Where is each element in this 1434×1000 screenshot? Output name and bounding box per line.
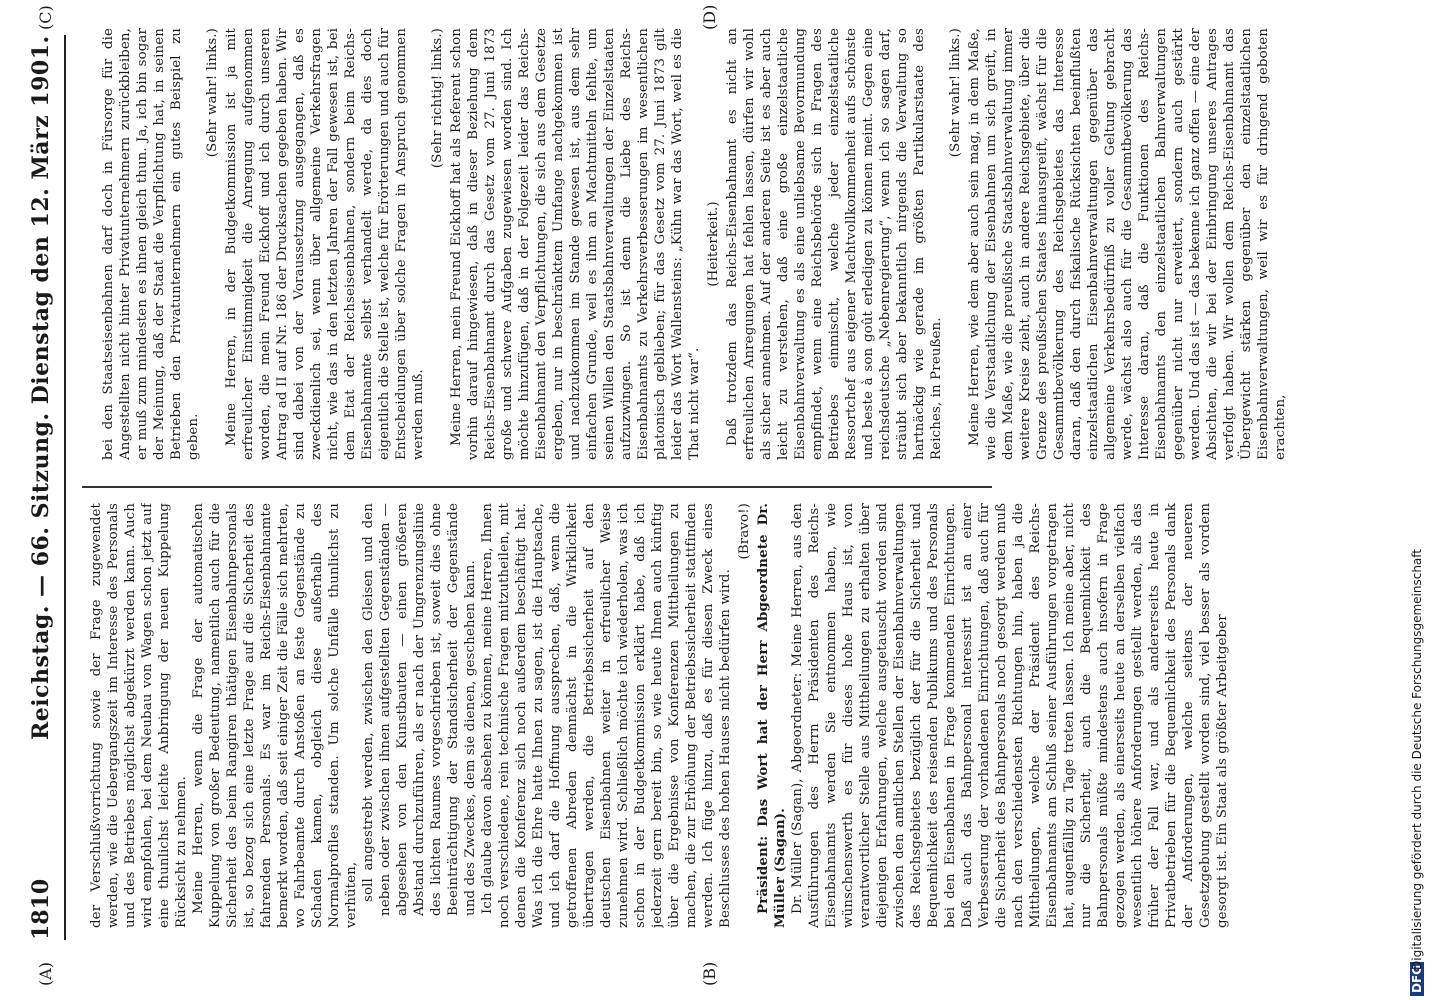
paragraph: Meine Herren, wie dem aber auch sein mag, in dem Maße, wie die Verstaatlichung der Eisenbahnen um sich greift, in dem Maße, wie die preußische Staatsbahnverwaltung immer weitere Kreise zieht, auch in andere Reichsgebiete, über die Grenze des preußischen Staates hinausgreift, wächst für die Gesammtbevölkerung des Reichsgebietes das Interesse daran, daß den durch fiskalische Rücksichten beeinflußten einzelstaatlichen Eisenbahnverwaltungen gegenüber das allgemeine Verkehrsbedürfniß zu voller Geltung gebracht werde, wächst also auch für die Gesammtbevölkerung das Interesse daran, daß die Funktionen des Reichs-Eisenbahnamts den einzelstaatlichen Bahnverwaltungen gegenüber nicht nur erweitert, sondern auch gestärkt werden. Und das ist — das bekenne ich ganz offen — eine der Absichten, die wir bei der Einbringung unseres Antrages verfolgt haben. Wir wollen dem Reichs-Eisenbahnamt das Übergewicht stärken gegenüber den einzelstaatlichen Eisenbahnverwaltungen, weil wir es für dringend geboten erachten, [967,28,1288,460]
margin-marker-a: (A) [36,961,55,986]
interjection: (Sehr richtig! links.) [430,28,445,169]
margin-marker-b: (B) [700,961,719,986]
paragraph: Daß trotzdem das Reichs-Eisenbahnamt es nicht an erfreulichen Anregungen hat fehlen lassen, dürfen wir wohl als sicher annehmen. Auf der anderen Seite ist es aber auch leicht zu verstehen, daß eine große einzelstaatliche Eisenbahnverwaltung es als eine unliebsame Bevormundung empfindet, wenn eine Reichsbehörde sich in Fragen des Betriebes einmischt, welche jeder einzelstaatliche Ressortchef aus eigener Machtvollkommenheit aufs schönste und beste à son goût erledigen zu können meint. Gegen eine reichsdeutsche „Nebenregierung“, wenn ich so sagen darf, sträubt sich aber bekanntlich nirgends die Verwaltung so hartnäckig wie gerade im größten Partikularstaate des Reiches, in Preußen. [725,28,944,460]
footer-text: Digitalisierung gefördert durch die Deutsche Forschungsgemeinschaft [1410,548,1424,970]
margin-marker-d: (D) [700,4,719,30]
page-number: 1810 [28,878,54,940]
digitization-footer [1410,0,1428,1000]
column-divider [82,486,992,488]
paragraph: Meine Herren, in der Budgetkommission ist ja mit erfreulicher Einstimmigkeit die Anregung aufgenommen worden, die mein Freund Eickhoff und ich durch unseren Antrag ad II auf Nr. 186 der Drucksachen gegeben haben. Wir sind dabei von der Voraussetzung ausgegangen, daß es zweckdienlich sei, wenn über allgemeine Verkehrsfragen nicht, wie das in den letzten Jahren der Fall gewesen ist, bei dem Etat der Reichseisenbahnen, sondern beim Reichs-Eisenbahnamte selbst verhandelt werde, da dies doch eigentlich die Stelle ist, welche für Erörterungen und auch für Entscheidungen über solche Fragen in Anspruch genommen werden muß. [224,28,426,460]
speaker-intro: Präsident: Das Wort hat der Herr Abgeordnete Dr. Müller (Sagan). [755,503,788,928]
paragraph: Meine Herren, mein Freund Eickhoff hat als Referent schon vorhin darauf hingewiesen, daß in dieser Beziehung dem Reichs-Eisenbahnamt durch das Gesetz vom 27. Juni 1873 große und schwere Aufgaben zugewiesen worden sind. Ich möchte hinzufügen, daß in der Folgezeit leider das Reichs-Eisenbahnamt den Verpflichtungen, die sich aus dem Gesetze ergeben, nur in beschränktem Umfange nachgekommen ist und nachzukommen im Stande gewesen ist, aus dem sehr einfachen Grunde, weil es ihm an Machtmitteln fehlte, um seinen Willen den Staatsbahnverwaltungen der Einzelstaaten aufzuzwingen. So ist denn die Liebe des Reichs-Eisenbahnamts zu Verkehrsverbesserungen im wesentlichen platonisch geblieben; für das Gesetz vom 27. Juni 1873 gilt leider das Wort Wallensteins: „Kühn war das Wort, weil es die That nicht war“. [449,28,702,460]
dfg-logo: DFG [1410,962,1424,996]
interjection: (Sehr wahr! links.) [948,28,963,158]
paragraph: Ich glaube davon absehen zu können, meine Herren, Ihnen noch verschiedene, rein technische Fragen mitzutheilen, mit denen die Konferenz sich noch außerdem beschäftigt hat. Was ich die Ehre hatte Ihnen zu sagen, ist die Hauptsache, und ich darf die Hoffnung aussprechen, daß, wenn die getroffenen Abreden demnächst in die Wirklichkeit übertragen werden, die Betriebssicherheit auf den deutschen Eisenbahnen weiter in erfreulicher Weise zunehmen wird. Schließlich möchte ich wiederholen, was ich schon in der Budgetkommission erklärt habe, daß ich jederzeit gern bereit bin, so wie heute Ihnen auch künftig über die Ergebnisse von Konferenzen Mittheilungen zu machen, die zur Erhöhung der Betriebssicherheit stattfinden werden. Ich füge hinzu, daß es für diesen Zweck eines Beschlusses des hohen Hauses nicht bedürfen wird. [480,503,733,928]
paragraph: bei den Staatseisenbahnen darf doch in Fürsorge für die Angestellten nicht hinter Privatunternehmern zurückbleiben, er muß zum mindesten es ihnen gleich thun. Ja, ich bin sogar der Meinung, daß der Staat die Verpflichtung hat, in seinen Betrieben den Privatunternehmern ein gutes Beispiel zu geben. [101,28,201,460]
paragraph: der Verschlußvorrichtung sowie der Frage zugewendet werden, wie die Uebergangszeit im Interesse des Personals und des Betriebes möglichst abgekürzt werden kann. Auch wird empfohlen, bei dem Neubau von Wagen schon jetzt auf eine thunlichst leichte Anbringung der neuen Kuppelung Rücksicht zu nehmen. [89,503,189,928]
page-header [20,35,66,940]
paragraph: soll angestrebt werden, zwischen den Gleisen und den neben oder zwischen ihnen aufgestellten Gegenständen — abgesehen von den Kunstbauten — einen größeren Abstand durchzuführen, als er nach der Umgrenzungslinie des lichten Raumes vorgeschrieben ist, soweit dies ohne Beeinträchtigung der Standsicherheit der Gegenstände und des Zweckes, dem sie dienen, geschehen kann. [361,503,478,916]
running-title: Reichstag. — 66. Sitzung. Dienstag den 12. März 1901. [28,35,54,740]
paragraph: Dr. Müller (Sagan), Abgeordneter: Meine Herren, aus den Ausführungen des Herrn Präsidenten des Reichs-Eisenbahnamts werden Sie entnommen haben, wie wünschenswerth es für dieses hohe Haus ist, von verantwortlicher Stelle aus Mittheilungen zu erhalten über diejenigen Erfahrungen, welche ausgetauscht worden sind zwischen den amtlichen Stellen der Eisenbahnverwaltungen des Reichsgebietes bezüglich der für die Sicherheit und Bequemlichkeit des reisenden Publikums und des Personals bei den Eisenbahnen in Frage kommenden Einrichtungen. Daß auch das Bahnpersonal interessirt ist an einer Verbesserung der vorhandenen Einrichtungen, daß auch für die Sicherheit des Bahnpersonals noch gesorgt werden muß nach den verschiedensten Richtungen hin, haben ja die Mittheilungen, welche der Präsident des Reichs-Eisenbahnamts am Schluß seiner Ausführungen vorgetragen hat, augenfällig zu Tage treten lassen. Ich meine aber, nicht nur die Sicherheit, auch die Bequemlichkeit des Bahnpersonals müßte mindestens auch insofern in Frage gezogen werden, als einerseits heute an derselben vielfach wesentlich höhere Anforderungen gestellt werden, als das früher der Fall war, und als andererseits heute in Privatbetrieben für die Bequemlichkeit des Personals dank der Anforderungen, welche seitens der neueren Gesetzgebung gestellt worden sind, viel besser als vordem gesorgt ist. Ein Staat als größter Arbeitgeber [790,503,1230,928]
interjection: (Bravo!) [737,503,752,560]
interjection: (Sehr wahr! links.) [205,28,220,158]
margin-marker-c: (C) [36,5,55,30]
right-column [100,28,1289,460]
paragraph: Meine Herren, wenn die Frage der automatischen Kuppelung von großer Bedeutung, namentlich auch für die Sicherheit des beim Rangiren thätigen Eisenbahnpersonals ist, so bezog sich eine letzte Frage auf die Sicherheit des fahrenden Personals. Es war im Reichs-Eisenbahnamte bemerkt worden, daß seit einiger Zeit die Fälle sich mehrten, wo Fahrbeamte durch Anstoßen an feste Gegenstände zu Schaden kamen, obgleich diese außerhalb des Normalprofiles standen. Um solche Unfälle thunlichst zu verhüten, [191,503,359,928]
interjection: (Heiterkeit.) [706,201,721,287]
left-column [88,503,1231,928]
